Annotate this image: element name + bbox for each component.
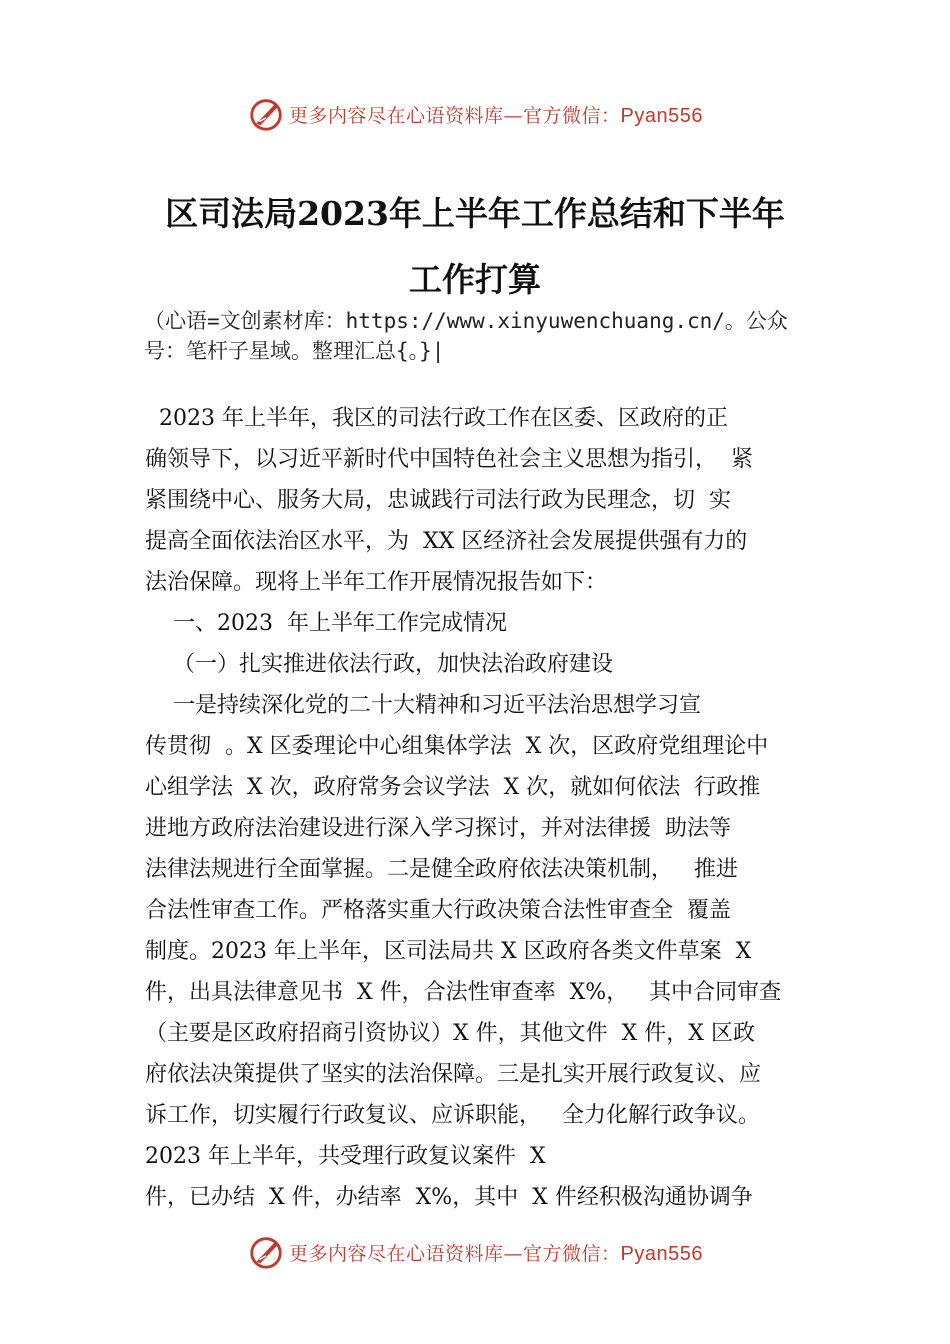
quill-logo-icon	[247, 1233, 285, 1271]
body-line: （主要是区政府招商引资协议）X 件，其他文件 X 件，X 区政	[145, 1021, 755, 1046]
body-line: 法律法规进行全面掌握。二是健全政府依法决策机制， 推进	[145, 857, 738, 882]
wechat-id: Pyan556	[620, 1242, 703, 1265]
body-line: 合法性审查工作。严格落实重大行政决策合法性审查全 覆盖	[145, 898, 731, 923]
source-note	[144, 306, 844, 366]
document-body	[145, 398, 835, 1218]
body-line: 提高全面依法治区水平，为 XX 区经济社会发展提供强有力的	[145, 529, 748, 554]
body-line: 府依法决策提供了坚实的法治保障。三是扎实开展行政复议、应	[145, 1062, 762, 1087]
body-line: 件，出具法律意见书 X 件，合法性审查率 X%， 其中合同审查	[145, 980, 782, 1005]
body-line: 件，已办结 X 件，办结率 X%，其中 X 件经积极沟通协调争	[145, 1185, 753, 1210]
source-note-line-1: （心语=文创素材库：https://www.xinyuwenchuang.cn/。公众	[144, 309, 788, 333]
document-title-line-1: 区司法局2023年上半年工作总结和下半年	[165, 194, 785, 233]
header-banner	[0, 92, 950, 136]
body-line: 2023 年上半年，共受理行政复议案件 X	[145, 1144, 546, 1169]
body-line: 一、2023 年上半年工作完成情况	[145, 611, 507, 636]
body-line: 确领导下，以习近平新时代中国特色社会主义思想为指引， 紧	[145, 447, 753, 472]
body-line: 2023 年上半年，我区的司法行政工作在区委、区政府的正	[145, 406, 728, 431]
body-line: 一是持续深化党的二十大精神和习近平法治思想学习宣	[145, 693, 701, 718]
body-line: 诉工作，切实履行行政复议、应诉职能， 全力化解行政争议。	[145, 1103, 760, 1128]
document-title-line-2: 工作打算	[409, 260, 541, 299]
body-line: 制度。2023 年上半年，区司法局共 X 区政府各类文件草案 X	[145, 939, 752, 964]
body-line: 进地方政府法治建设进行深入学习探讨，并对法律援 助法等	[145, 816, 731, 841]
body-line: 法治保障。现将上半年工作开展情况报告如下：	[145, 570, 608, 595]
source-note-line-2: 号：笔杆子星域。整理汇总{。}|	[144, 339, 445, 363]
wechat-id: Pyan556	[620, 104, 703, 127]
body-line: 紧围绕中心、服务大局，忠诚践行司法行政为民理念，切 实	[145, 488, 731, 513]
body-line: （一）扎实推进依法行政，加快法治政府建设	[145, 652, 613, 677]
body-line: 传贯彻 。X 区委理论中心组集体学法 X 次，区政府党组理论中	[145, 734, 769, 759]
banner-text: 更多内容尽在心语资料库—官方微信：Pyan556	[289, 104, 703, 127]
footer-banner	[0, 1230, 950, 1274]
body-line: 心组学法 X 次，政府常务会议学法 X 次，就如何依法 行政推	[145, 775, 761, 800]
quill-logo-icon	[247, 95, 285, 133]
banner-text: 更多内容尽在心语资料库—官方微信：Pyan556	[289, 1242, 703, 1265]
